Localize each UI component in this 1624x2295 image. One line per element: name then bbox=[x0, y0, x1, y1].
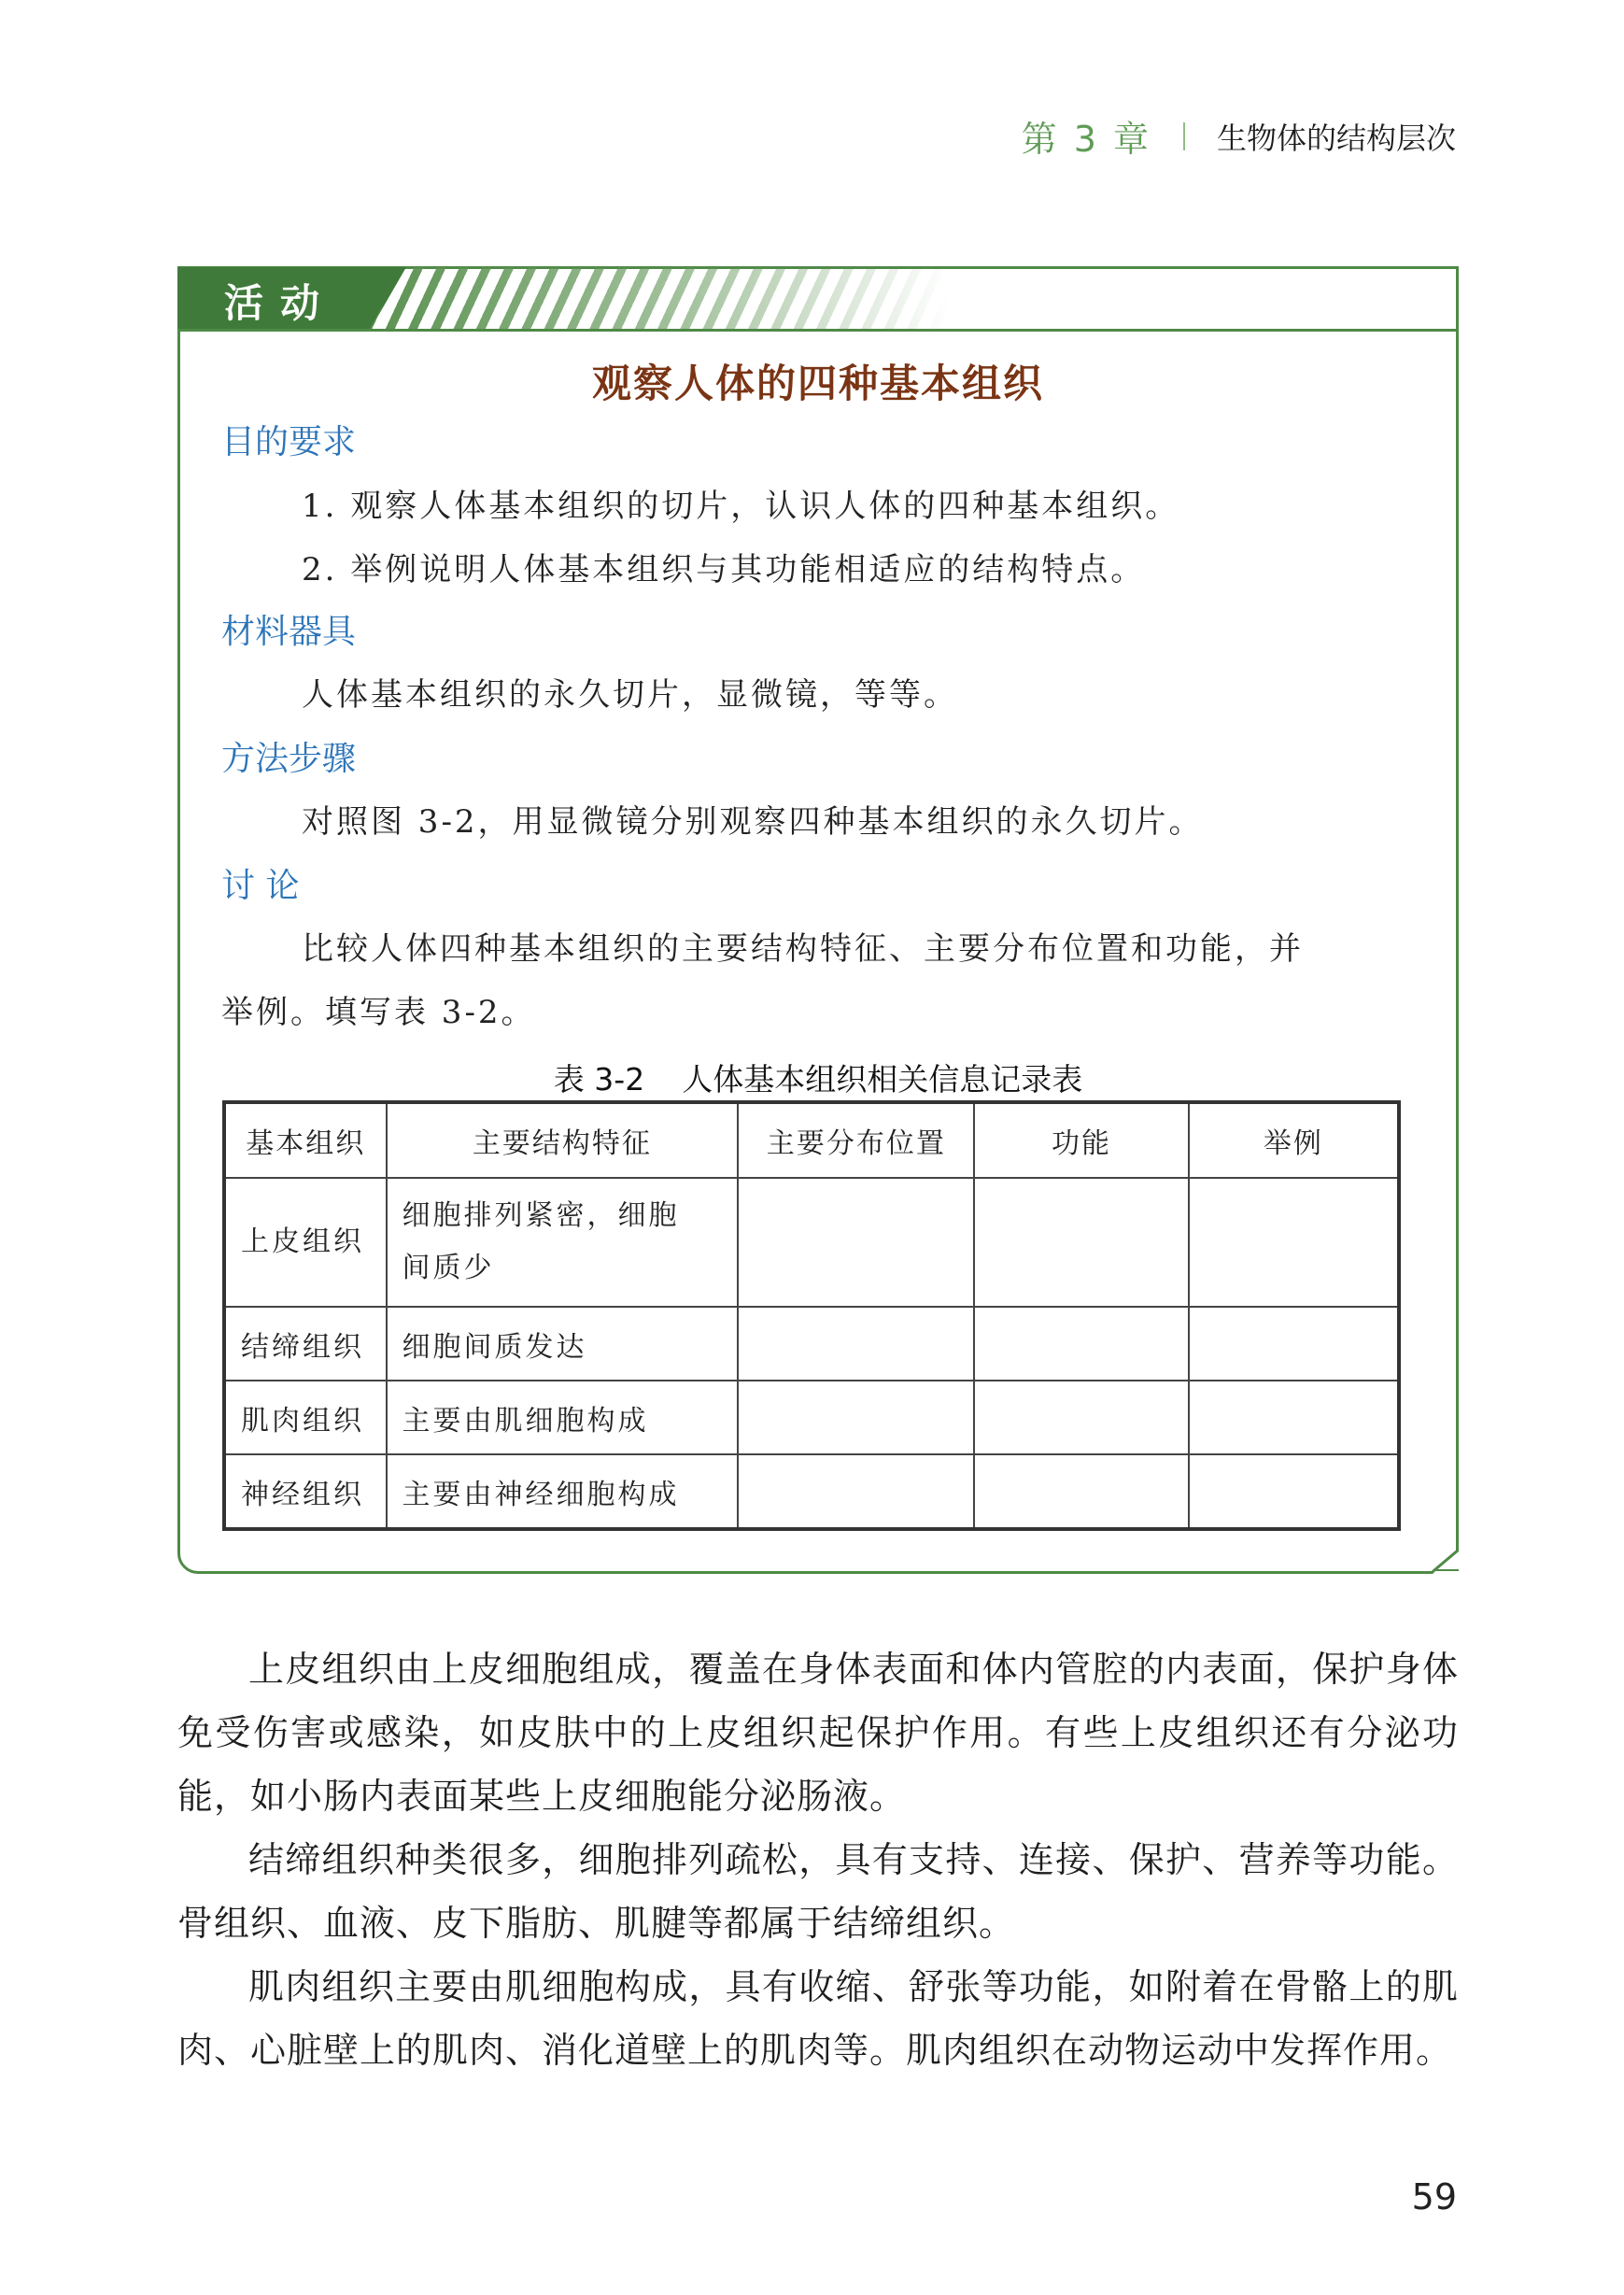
feature-line: 细胞排列紧密，细胞 bbox=[402, 1199, 680, 1232]
table-caption-title: 人体基本组织相关信息记录表 bbox=[682, 1061, 1083, 1098]
goal-item-2: 2. 举例说明人体基本组织与其功能相适应的结构特点。 bbox=[302, 551, 1146, 588]
tissue-cell: 上皮组织 bbox=[224, 1178, 387, 1307]
function-cell[interactable] bbox=[974, 1307, 1188, 1381]
paragraph-epithelial: 上皮组织由上皮细胞组成，覆盖在身体表面和体内管腔的内表面，保护身体免受伤害或感染，如皮肤中的上皮组织起保护作用。有些上皮组织还有分泌功能，如小肠内表面某些上皮细胞能分泌肠液。 bbox=[177, 1649, 1459, 1817]
table-header-row bbox=[224, 1102, 1399, 1178]
running-header bbox=[1022, 110, 1456, 162]
section-title: 生物体的结构层次 bbox=[1216, 120, 1456, 156]
table-header-cell: 主要结构特征 bbox=[387, 1102, 739, 1178]
activity-tab-rule bbox=[177, 329, 1459, 332]
feature-cell: 主要由神经细胞构成 bbox=[387, 1454, 739, 1529]
feature-line: 间质少 bbox=[402, 1252, 495, 1284]
table-row bbox=[224, 1178, 1399, 1307]
page-fold-icon bbox=[1431, 1550, 1459, 1574]
location-cell[interactable] bbox=[738, 1178, 974, 1307]
table-header-cell: 基本组织 bbox=[224, 1102, 387, 1178]
table-caption bbox=[177, 1055, 1459, 1099]
page-number: 59 bbox=[1411, 2176, 1457, 2217]
example-cell[interactable] bbox=[1189, 1307, 1399, 1381]
table-row bbox=[224, 1307, 1399, 1381]
header-divider bbox=[1183, 122, 1185, 150]
body-text bbox=[177, 1637, 1459, 2082]
feature-cell bbox=[387, 1178, 739, 1307]
table-row bbox=[224, 1454, 1399, 1529]
example-cell[interactable] bbox=[1189, 1381, 1399, 1454]
discussion-heading: 讨 论 bbox=[221, 867, 300, 905]
location-cell[interactable] bbox=[738, 1454, 974, 1529]
goal-item-1: 1. 观察人体基本组织的切片，认识人体的四种基本组织。 bbox=[302, 488, 1180, 525]
feature-cell: 主要由肌细胞构成 bbox=[387, 1381, 739, 1454]
example-cell[interactable] bbox=[1189, 1178, 1399, 1307]
paragraph-muscle: 肌肉组织主要由肌细胞构成，具有收缩、舒张等功能，如附着在骨骼上的肌肉、心脏壁上的肌肉、消化道壁上的肌肉等。肌肉组织在动物运动中发挥作用。 bbox=[177, 1966, 1459, 2071]
materials-text: 人体基本组织的永久切片，显微镜，等等。 bbox=[302, 676, 958, 714]
record-table bbox=[222, 1100, 1401, 1531]
function-cell[interactable] bbox=[974, 1178, 1188, 1307]
steps-text: 对照图 3-2，用显微镜分别观察四种基本组织的永久切片。 bbox=[302, 803, 1204, 841]
function-cell[interactable] bbox=[974, 1381, 1188, 1454]
tissue-cell: 肌肉组织 bbox=[224, 1381, 387, 1454]
location-cell[interactable] bbox=[738, 1381, 974, 1454]
steps-heading: 方法步骤 bbox=[221, 740, 357, 778]
location-cell[interactable] bbox=[738, 1307, 974, 1381]
table-header-cell: 举例 bbox=[1189, 1102, 1399, 1178]
materials-heading: 材料器具 bbox=[221, 613, 357, 651]
table-caption-number: 表 3-2 bbox=[553, 1061, 645, 1098]
table-header-cell: 主要分布位置 bbox=[738, 1102, 974, 1178]
example-cell[interactable] bbox=[1189, 1454, 1399, 1529]
activity-tab-stripes bbox=[369, 267, 950, 331]
chapter-label: 第 3 章 bbox=[1021, 119, 1151, 160]
tissue-cell: 神经组织 bbox=[224, 1454, 387, 1529]
activity-tab-label: 活动 bbox=[224, 280, 337, 326]
table-header-cell: 功能 bbox=[974, 1102, 1188, 1178]
paragraph-connective: 结缔组织种类很多，细胞排列疏松，具有支持、连接、保护、营养等功能。骨组织、血液、皮下脂肪、肌腱等都属于结缔组织。 bbox=[177, 1839, 1459, 1944]
activity-title: 观察人体的四种基本组织 bbox=[591, 361, 1044, 406]
function-cell[interactable] bbox=[974, 1454, 1188, 1529]
discussion-line-2: 举例。填写表 3-2。 bbox=[221, 994, 536, 1031]
tissue-cell: 结缔组织 bbox=[224, 1307, 387, 1381]
goals-heading: 目的要求 bbox=[221, 423, 357, 461]
discussion-line-1: 比较人体四种基本组织的主要结构特征、主要分布位置和功能，并 bbox=[302, 930, 1304, 968]
table-row bbox=[224, 1381, 1399, 1454]
feature-cell: 细胞间质发达 bbox=[387, 1307, 739, 1381]
